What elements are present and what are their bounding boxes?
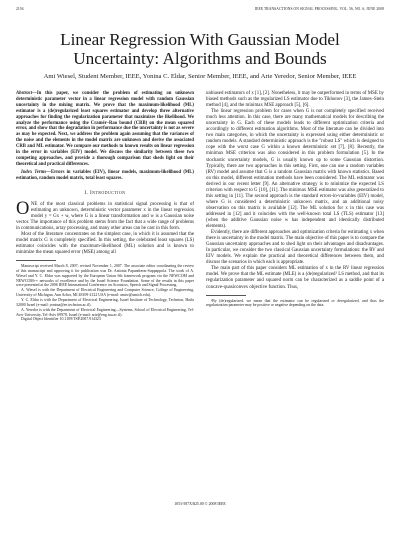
footnote-wiesel: A. Wiesel is with the Department of Electrical Engineering and Computer Science, College of Engineering, University of Michigan, Ann Arbor, MI 48109-2122 USA (e-mail: amiw@umich.edu).: [16, 288, 194, 298]
right-column: [206, 91, 384, 322]
abstract-text: In this paper, we consider the problem of estimating an unknown deterministic parameter vector in a linear regression model with random Gaussian uncertainty in the mixing matrix. We prove that the maximum-likelihood (ML) estimator is a (de)regularized least squares estimator and develop three alternative approaches for finding the regularization parameter that maximizes the likelihood. We analyze the performance using the Cramér–Rao bound (CRB) on the mean squared error, and show that the degradation in performance due the uncertainty is not as severe as may be expected. Next, we address the problem again assuming that the variances of the noise and the elements in the model matrix are unknown and derive the associated CRB and ML estimator. We compare our methods to known results on linear regression in the error in variables (EIV) model. We discuss the similarity between these two competing approaches, and provide a thorough comparison that sheds light on their theoretical and practical differences.: [16, 91, 194, 167]
index-terms-label: Index Terms—: [21, 169, 51, 175]
footnote-deregularized-text: ¹By (de)regularized, we mean that the estimator can be regularized or deregularized, and thus the regularization parameter may be positive or negative depending on the data.: [206, 298, 384, 308]
footnote-eldar: Y. C. Eldar is with the Department of Electrical Engineering, Israel Institute of Technology, Technion, Haifa 32000 Israel (e-mail: yonina@ee.technion.ac.il).: [16, 297, 194, 307]
footnote-yeredor: A. Yeredor is with the Department of Electrical Engineering—Systems, School of Electrical Engineering, Tel-Aviv University, Tel-Aviv 69978, Israel (e-mail: arie@eng.tau.ac.il).: [16, 307, 194, 317]
journal-name: IEEE TRANSACTIONS ON SIGNAL PROCESSING, VOL. 56, NO. 6, JUNE 2008: [254, 7, 384, 11]
author-list: Ami Wiesel, Student Member, IEEE, Yonina C. Eldar, Senior Member, IEEE, and Arie Yeredor, Senior Member, IEEE: [43, 73, 357, 80]
running-head: [16, 7, 384, 15]
intro-paragraph-1: [16, 199, 194, 232]
abstract: [16, 91, 194, 168]
two-column-body: [16, 91, 384, 322]
right-paragraph-2: The linear regression problem for cases when G is not completely specified received much less attention. In this case, there are many mathematical models for describing the uncertainty in G. Each of these models leads to different optimization criteria and accordingly to different estimation algorithms. Most of the literature can be divided into two main categories, in which the uncertainty is expressed using either deterministic or random models. A standard deterministic approach is the "robust LS" which is designed to cope with the worst case G within a known deterministic set [7], [8]. Recently, the minimax MSE criterion was also considered in this problem formulation [5]. In the stochastic uncertainty models, G is usually known up to some Gaussian distortion. Typically, there are two approaches in this setting. First, one can use a random variables (RV) model and assume that G is a random Gaussian matrix with known statistics. Based on this model, different estimation methods have been considered. The ML estimator was derived in our recent letter [9]. An alternative strategy is to minimize the expected LS criterion with respect to G [10], [11]. The minimax MSE estimator was also generalized to this setting in [11]. The second approach is the standard errors-in-variables (EIV) model, where G is considered a deterministic unknown matrix, and an additional noisy observation on this matrix is available [12]. The ML solution for x in this case was addressed in [12] and it coincides with the well-known total LS (TLS) estimator [13] (when the additive Gaussian noise w has independent and identically distributed elements).: [206, 109, 384, 230]
right-paragraph-1: unbiased estimators of x [1], [2]. Nonetheless, it may be outperformed in terms of MSE by biased methods such as the regularized LS estimator due to Tikhonov [3], the James–Stein method [4], and the minimax MSE approach [5], [6].: [206, 91, 384, 109]
footnote-rule: [16, 260, 56, 261]
footnote-rule-right: [206, 295, 246, 296]
right-paragraph-4: The main part of this paper considers ML estimation of x in the RV linear regression model. We prove that the ML estimate (MLE) is a (de)regularized¹ LS method, and that its regularization parameter and squared norm can be characterized as a saddle point of a concave-quasiconvex objective function. Thus,: [206, 266, 384, 290]
index-terms: [16, 170, 194, 182]
page-number: 2194: [16, 7, 24, 11]
paper-title: Linear Regression With Gaussian Model Uncertainty: Algorithms and Bounds: [60, 30, 340, 68]
left-column: [16, 91, 194, 322]
right-paragraph-3: Evidently, there are different approaches and optimization criteria for estimating x when there is uncertainty in the model matrix. The main objective of this paper is to compare the Gaussian uncertainty approaches and to shed light on their advantages and disadvantages. In particular, we consider the two classical Gaussian uncertainty formulations: the RV and EIV models. We explain the practical and theoretical differences between them, and discuss the scenarios in which each is appropriate.: [206, 230, 384, 266]
drop-cap: O: [16, 199, 30, 220]
footnote-doi: Digital Object Identifier 10.1109/TSP.2007.914323: [21, 317, 101, 322]
footnote-deregularized: [206, 299, 384, 309]
intro-paragraph-1-text: NE of the most classical problems in statistical signal processing is that of estimating an unknown, deterministic vector parameter x in the linear regression model y = Gx + w, where G is a linear transformation and w is a Gaussian noise vector. The importance of this problem stems from the fact that a wide range of problems in communications, array processing, and many other areas can be cast in this form.: [16, 201, 194, 231]
footnotes: [16, 264, 194, 322]
abstract-label: Abstract—: [16, 91, 37, 96]
copyright-code: 1053-587X/$25.00 © 2008 IEEE: [174, 502, 226, 506]
index-terms-text: Errors in variables (EIV), linear models, maximum-likelihood (ML) estimation, random model matrix, total least squares.: [16, 169, 194, 181]
section-heading-introduction: I. Introduction: [84, 189, 126, 196]
footnote-manuscript: Manuscript received March 8, 2007; revised November 1, 2007. The associate editor coordinating the review of this manuscript and approving it for publication was Dr. Antonia Papandreou-Suppappola. The work of A. Wiesel and Y. C. Eldar was supported by the European Union 6th framework program via the NEWCOM and NEWCOM++ networks of excellence and by the Israel Science Foundation. Some of the results in this paper were presented at the 2006 IEEE International Conference on Acoustics, Speech and Signal Processing.: [16, 264, 194, 288]
intro-paragraph-2: Most of the literature concentrates on the simplest case, in which it is assumed that the model matrix G is completely specified. In this setting, the celebrated least squares (LS) estimator coincides with the maximum-likelihood (ML) solution and is known to minimize the mean squared error (MSE) among all: [16, 231, 194, 256]
